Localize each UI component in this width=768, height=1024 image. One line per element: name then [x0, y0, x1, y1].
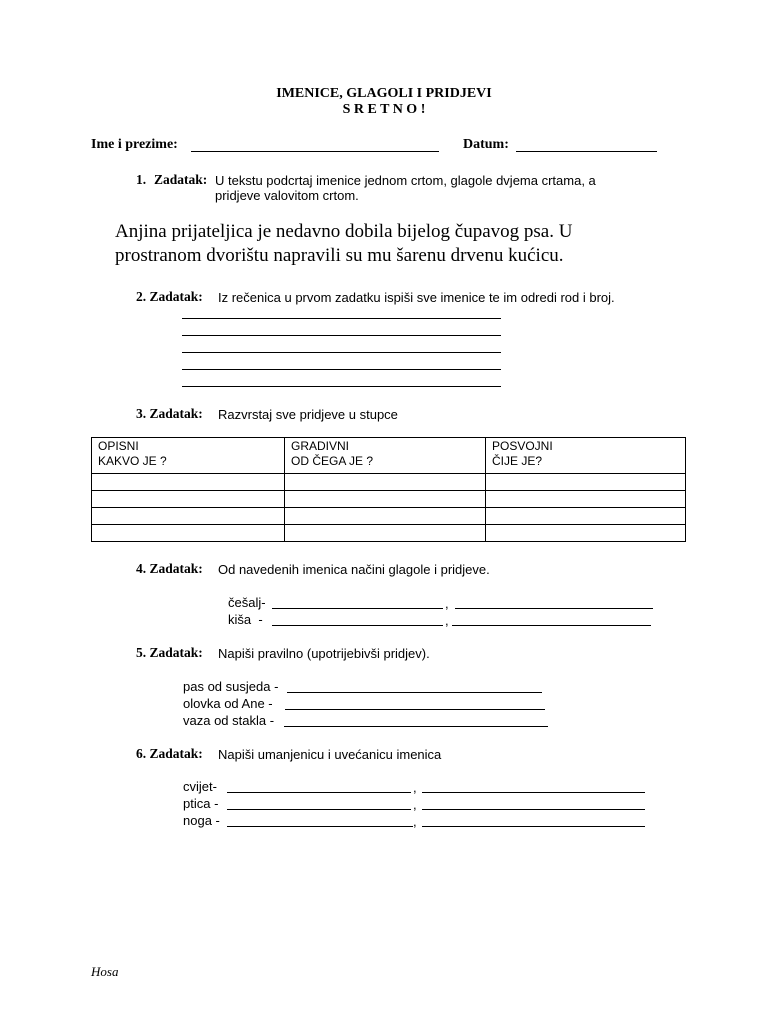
task6-label: 6. Zadatak:: [136, 746, 203, 761]
table-cell[interactable]: [92, 491, 285, 508]
list-item: vaza od stakla -: [183, 713, 275, 728]
table-cell[interactable]: [92, 525, 285, 542]
table-cell[interactable]: [285, 508, 486, 525]
task1-number: 1.: [136, 172, 147, 187]
answer-line[interactable]: [227, 809, 411, 810]
column-header-possessive: [486, 438, 686, 474]
task1-text-line1: U tekstu podcrtaj imenice jednom crtom, glagole dvjema crtama, a: [215, 173, 596, 188]
task5-text: Napiši pravilno (upotrijebivši pridjev).: [218, 646, 430, 661]
table-cell[interactable]: [92, 508, 285, 525]
date-label: Datum:: [463, 137, 509, 152]
answer-line[interactable]: [422, 809, 645, 810]
table-cell[interactable]: [486, 491, 686, 508]
separator-comma: ,: [445, 613, 449, 628]
answer-line[interactable]: [182, 369, 501, 370]
table-cell[interactable]: [486, 474, 686, 491]
list-item: cvijet-: [183, 779, 217, 794]
answer-line[interactable]: [422, 792, 645, 793]
separator-comma: ,: [413, 797, 417, 812]
column-header-line: ČIJE JE?: [492, 454, 543, 468]
answer-line[interactable]: [182, 318, 501, 319]
page-title: IMENICE, GLAGOLI I PRIDJEVI: [276, 86, 492, 101]
name-label: Ime i prezime:: [91, 137, 178, 152]
column-header-line: OPISNI: [98, 439, 139, 453]
answer-line[interactable]: [287, 692, 542, 693]
list-item: pas od susjeda -: [183, 679, 279, 694]
answer-line[interactable]: [182, 352, 501, 353]
task5-label: 5. Zadatak:: [136, 645, 203, 660]
task2-text: Iz rečenica u prvom zadatku ispiši sve imenice te im odredi rod i broj.: [218, 290, 615, 305]
answer-line[interactable]: [272, 608, 443, 609]
column-header-line: GRADIVNI: [291, 439, 350, 453]
answer-line[interactable]: [182, 335, 501, 336]
answer-line[interactable]: [455, 608, 653, 609]
separator-comma: ,: [413, 780, 417, 795]
table-cell[interactable]: [285, 525, 486, 542]
answer-line[interactable]: [422, 826, 645, 827]
answer-line[interactable]: [227, 792, 411, 793]
name-field[interactable]: [191, 151, 439, 152]
list-item: noga -: [183, 813, 220, 828]
table-row: [92, 525, 686, 542]
adjective-table: [91, 437, 686, 542]
answer-line[interactable]: [227, 826, 413, 827]
list-item: olovka od Ane -: [183, 696, 273, 711]
answer-line[interactable]: [284, 726, 548, 727]
answer-line[interactable]: [182, 386, 501, 387]
table-cell[interactable]: [92, 474, 285, 491]
list-item: ptica -: [183, 796, 219, 811]
task1-text-line2: pridjeve valovitom crtom.: [215, 188, 359, 203]
column-header-descriptive: [92, 438, 285, 474]
task4-text: Od navedenih imenica načini glagole i pridjeve.: [218, 562, 490, 577]
table-cell[interactable]: [285, 474, 486, 491]
column-header-line: POSVOJNI: [492, 439, 553, 453]
separator-comma: ,: [413, 814, 417, 829]
task3-label: 3. Zadatak:: [136, 406, 203, 421]
table-row: [92, 474, 686, 491]
table-cell[interactable]: [285, 491, 486, 508]
task6-text: Napiši umanjenicu i uvećanicu imenica: [218, 747, 442, 762]
table-cell[interactable]: [486, 508, 686, 525]
footer-author: Hosa: [91, 964, 119, 979]
page-subtitle: S R E T N O !: [342, 102, 426, 117]
table-cell[interactable]: [486, 525, 686, 542]
separator-comma: ,: [445, 596, 449, 611]
passage-line2: prostranom dvorištu napravili su mu šarenu drvenu kućicu.: [115, 245, 564, 266]
column-header-line: KAKVO JE ?: [98, 454, 167, 468]
list-item: kiša -: [228, 612, 263, 627]
answer-line[interactable]: [452, 625, 651, 626]
date-field[interactable]: [516, 151, 657, 152]
table-row: [92, 491, 686, 508]
column-header-material: [285, 438, 486, 474]
task4-label: 4. Zadatak:: [136, 561, 203, 576]
passage-line1: Anjina prijateljica je nedavno dobila bijelog čupavog psa. U: [115, 221, 573, 242]
table-row: [92, 508, 686, 525]
column-header-line: OD ČEGA JE ?: [291, 454, 374, 468]
answer-line[interactable]: [285, 709, 545, 710]
list-item: češalj-: [228, 595, 266, 610]
answer-line[interactable]: [272, 625, 443, 626]
task3-text: Razvrstaj sve pridjeve u stupce: [218, 407, 398, 422]
task1-label: Zadatak:: [154, 172, 208, 187]
task2-label: 2. Zadatak:: [136, 289, 203, 304]
